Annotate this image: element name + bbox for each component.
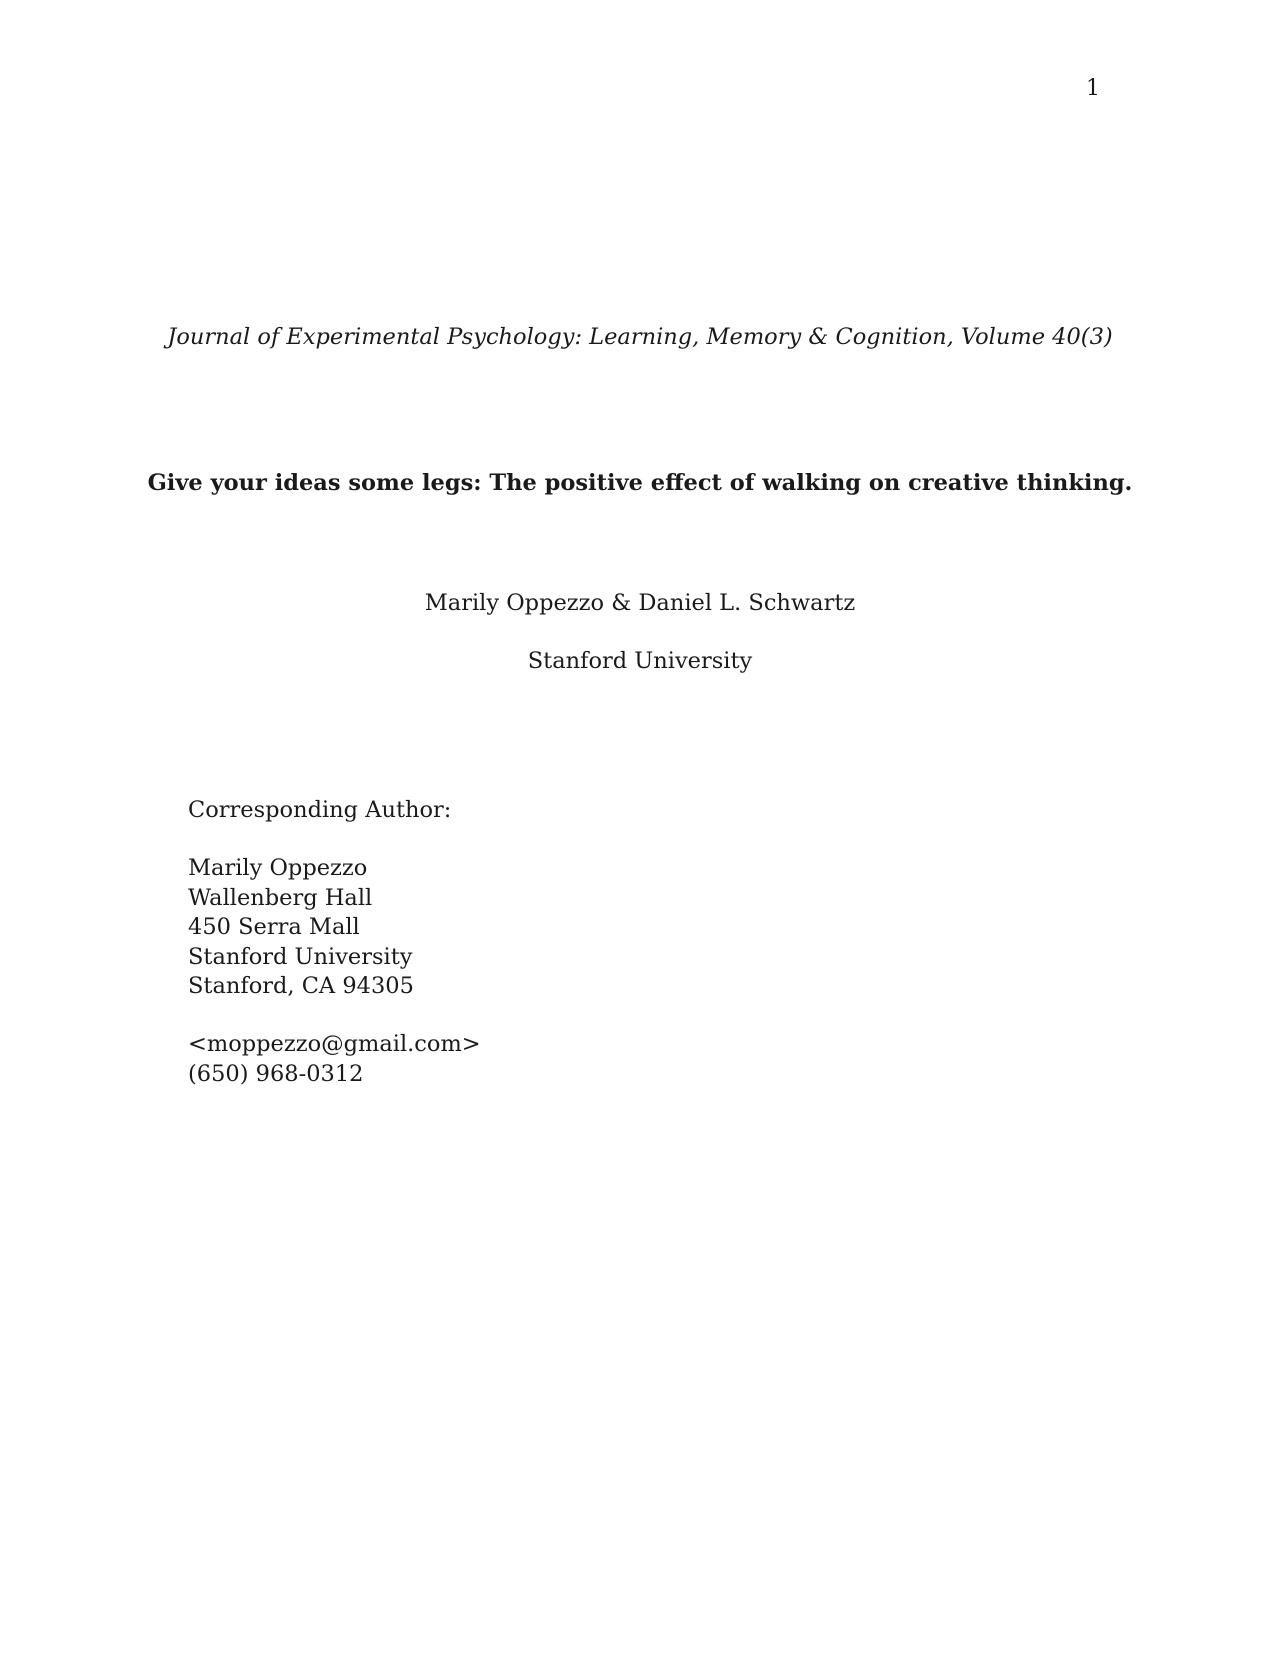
address-line-street: 450 Serra Mall bbox=[188, 914, 360, 940]
address-line-city: Stanford, CA 94305 bbox=[188, 973, 414, 999]
email-address: <moppezzo@gmail.com> bbox=[188, 1031, 481, 1057]
corresponding-author-heading: Corresponding Author: bbox=[188, 797, 452, 823]
address-line-building: Wallenberg Hall bbox=[188, 884, 373, 911]
page-number: 1 bbox=[1086, 76, 1100, 101]
journal-citation: Journal of Experimental Psychology: Learning, Memory & Cognition, Volume 40(3) bbox=[167, 324, 1113, 350]
paper-title: Give your ideas some legs: The positive effect of walking on creative thinking. bbox=[147, 470, 1133, 496]
phone-number: (650) 968-0312 bbox=[188, 1060, 364, 1087]
contact-info bbox=[188, 1030, 481, 1089]
corresponding-address bbox=[188, 854, 414, 1002]
affiliation: Stanford University bbox=[527, 648, 753, 674]
author-list: Marily Oppezzo & Daniel L. Schwartz bbox=[424, 590, 856, 616]
address-line-institution: Stanford University bbox=[188, 943, 413, 970]
address-line-name: Marily Oppezzo bbox=[188, 855, 368, 881]
